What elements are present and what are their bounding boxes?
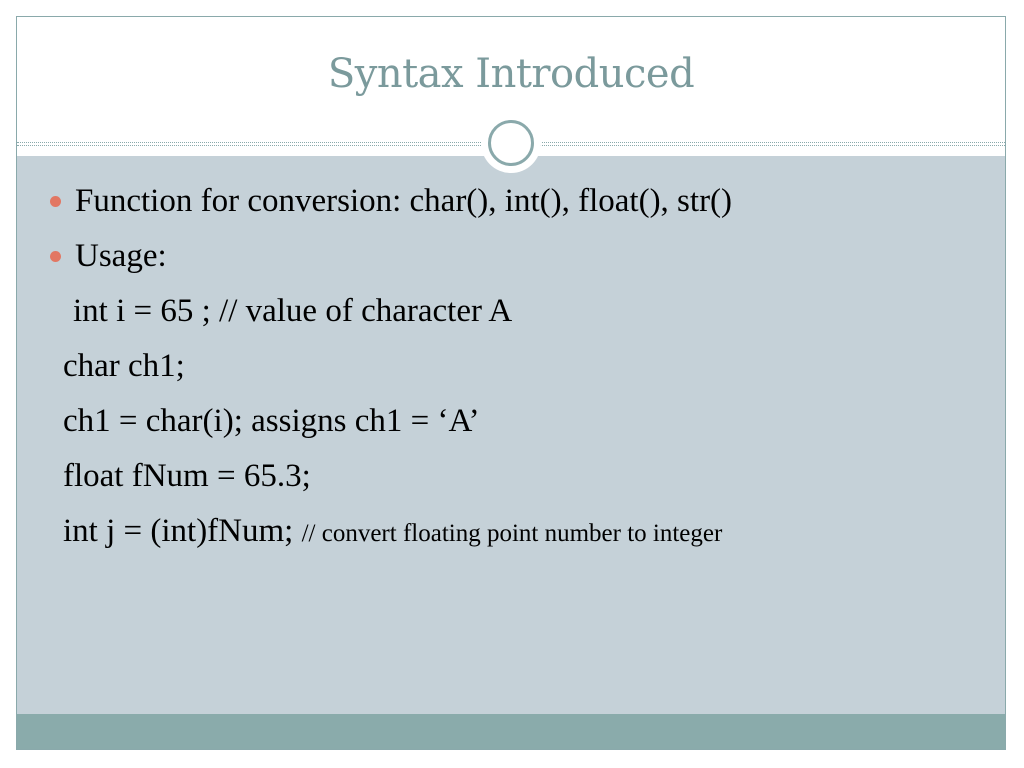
slide bbox=[16, 16, 1006, 750]
code-line: ch1 = char(i); assigns ch1 = ‘A’ bbox=[63, 403, 480, 439]
code-comment: // convert floating point number to integer bbox=[301, 520, 723, 547]
slide-title: Syntax Introduced bbox=[327, 51, 695, 97]
bullet-marker bbox=[50, 251, 61, 262]
bullet-marker bbox=[50, 196, 61, 207]
code-line-with-comment bbox=[63, 511, 722, 554]
code-line: int i = 65 ; // value of character A bbox=[73, 293, 513, 329]
title-ornament-circle bbox=[481, 113, 541, 173]
code-text: int j = (int)fNum; bbox=[63, 513, 294, 549]
code-line: char ch1; bbox=[63, 348, 185, 384]
content-area bbox=[17, 156, 1005, 716]
footer-band bbox=[17, 714, 1005, 749]
title-ornament-ring bbox=[488, 120, 534, 166]
bullet-item: Usage: bbox=[75, 238, 167, 274]
code-line: float fNum = 65.3; bbox=[63, 458, 311, 494]
bullet-item: Function for conversion: char(), int(), float(), str() bbox=[75, 183, 733, 219]
